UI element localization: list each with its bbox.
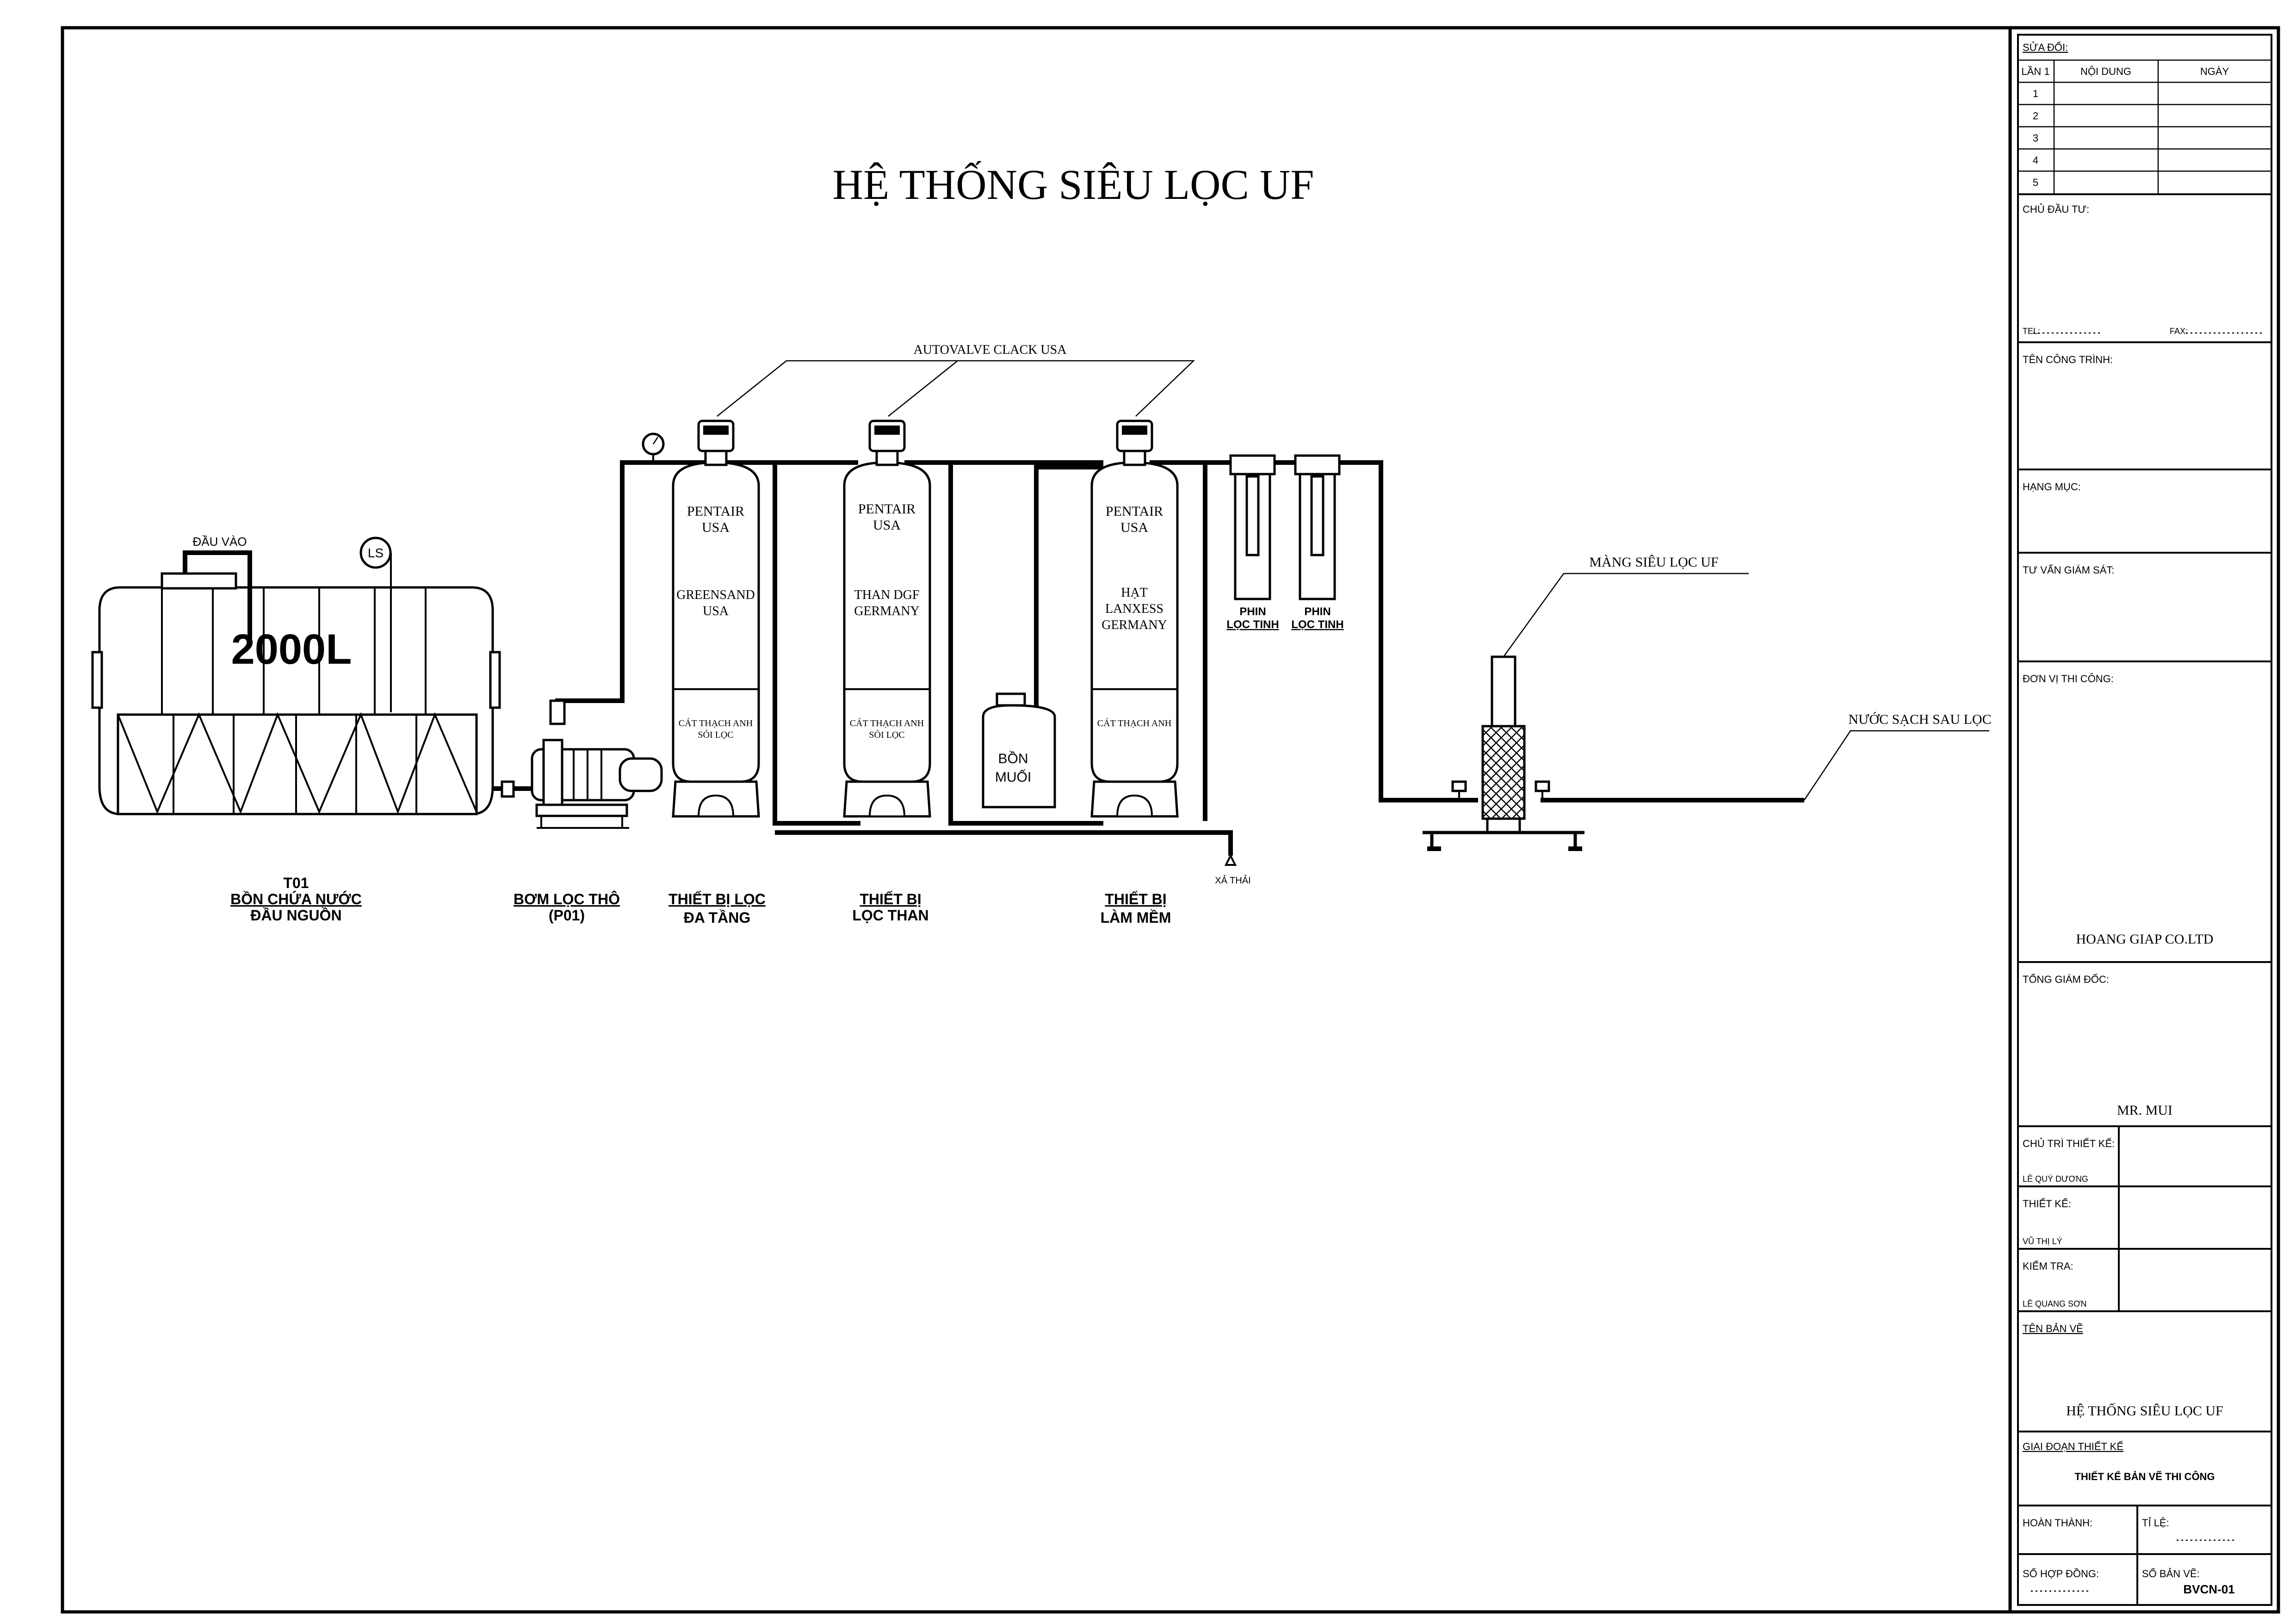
completed-label: HOÀN THÀNH: (2023, 1517, 2093, 1529)
uf-membrane-label: MÀNG SIÊU LỌC UF (1589, 555, 1719, 570)
vessel2-media2: GERMANY (854, 604, 920, 618)
investor-label: CHỦ ĐẦU TƯ: (2023, 204, 2090, 215)
control-valve-icon-2 (870, 421, 904, 465)
pump-caption-line1: BƠM LỌC THÔ (514, 891, 620, 907)
rev-col-no: LẦN 1 (2021, 66, 2050, 77)
autovalve-leader-lines (717, 361, 1194, 416)
vessel3-media2: LANXESS (1105, 602, 1164, 616)
rev-row: 2 (2032, 110, 2039, 122)
pump-icon (502, 701, 662, 828)
fax-label: FAX: (2170, 327, 2188, 336)
storage-tank (93, 538, 500, 814)
tank-inlet-label: ĐẦU VÀO (192, 535, 247, 549)
vessel1-media2: USA (702, 604, 729, 618)
brine-tank-line2: MUỐI (995, 770, 1032, 785)
vessel1-brand: PENTAIR (687, 504, 745, 519)
vessel2-origin: USA (873, 518, 901, 533)
tank-capacity: 2000L (231, 626, 352, 673)
level-switch-label: LS (367, 546, 384, 560)
vessel2-bottom1: CÁT THẠCH ANH (849, 718, 924, 728)
tank-caption-code: T01 (283, 875, 309, 891)
vessel3-bottom1: CÁT THẠCH ANH (1097, 718, 1172, 728)
autovalve-label: AUTOVALVE CLACK USA (913, 343, 1067, 357)
clean-water-leader (1804, 731, 1989, 800)
item-label: HẠNG MỤC: (2023, 481, 2081, 493)
drawing-name: HỆ THỐNG SIÊU LỌC UF (2066, 1403, 2223, 1419)
vessel1-caption-line2: ĐA TẦNG (683, 909, 751, 926)
project-label: TÊN CÔNG TRÌNH: (2023, 354, 2113, 365)
contractor-label: ĐƠN VỊ THI CÔNG: (2023, 673, 2114, 685)
director-name: MR. MUI (2117, 1103, 2173, 1118)
cartridge1-line2: LỌC TINH (1226, 618, 1279, 631)
clean-water-label: NƯỚC SẠCH SAU LỌC (1848, 712, 1992, 727)
drawing-no: BVCN-01 (2183, 1582, 2235, 1596)
cartridge2-line1: PHIN (1304, 605, 1331, 618)
vessel3-origin: USA (1120, 520, 1149, 535)
vessel1-media1: GREENSAND (676, 588, 755, 602)
vessel1-bottom2: SỎI LỌC (698, 730, 734, 740)
drain-outlet (1226, 856, 1235, 865)
tank-caption-line2: ĐẦU NGUỒN (250, 907, 342, 924)
drain-label: XẢ THẢI (1215, 876, 1251, 886)
vessel3-media3: GERMANY (1102, 618, 1167, 632)
vessel2-brand: PENTAIR (858, 501, 916, 517)
uf-membrane-leader (1504, 574, 1749, 657)
sheet-border (62, 28, 2278, 1612)
vessel3-caption-line1: THIẾT BỊ (1105, 891, 1167, 907)
rev-row: 1 (2032, 88, 2039, 99)
drawing-title: HỆ THỐNG SIÊU LỌC UF (832, 161, 1314, 208)
tel-label: TEL: (2023, 327, 2041, 336)
vessel3-brand: PENTAIR (1105, 504, 1163, 519)
rev-row: 4 (2032, 154, 2039, 166)
rev-col-date: NGÀY (2200, 66, 2229, 77)
control-valve-icon-1 (699, 421, 733, 465)
chief-designer-label: CHỦ TRÌ THIẾT KẾ: (2023, 1138, 2115, 1149)
vessel2-caption-line1: THIẾT BỊ (860, 891, 922, 907)
tank-caption-line1: BỒN CHỨA NƯỚC (230, 891, 362, 907)
cartridge-filter-1 (1231, 456, 1275, 599)
chief-designer-name: LÊ QUÝ DƯƠNG (2023, 1174, 2088, 1184)
brine-tank-line1: BỒN (998, 751, 1028, 766)
vessel1-caption-line1: THIẾT BỊ LỌC (668, 891, 766, 907)
uf-membrane (1423, 657, 1584, 851)
rev-row: 3 (2032, 132, 2039, 144)
vessel1-bottom1: CÁT THẠCH ANH (678, 718, 753, 728)
rev-row: 5 (2032, 177, 2039, 188)
drawing-name-label: TÊN BẢN VẼ (2023, 1323, 2083, 1334)
title-block (2010, 28, 2278, 1612)
stage-label: GIAI ĐOẠN THIẾT KẾ (2023, 1441, 2124, 1452)
cartridge1-line1: PHIN (1239, 605, 1266, 618)
designer-label: THIẾT KẾ: (2023, 1198, 2071, 1210)
vessel2-media1: THAN DGF (854, 588, 920, 602)
supervisor-label: TƯ VẤN GIÁM SÁT: (2023, 564, 2115, 576)
pump-caption-line2: (P01) (548, 907, 585, 924)
cartridge-filter-2 (1295, 456, 1339, 599)
director-label: TỔNG GIÁM ĐỐC: (2023, 974, 2109, 985)
vessel3-media1: HẠT (1121, 586, 1148, 600)
rev-header: SỬA ĐỔI: (2023, 42, 2068, 53)
vessel1-origin: USA (701, 520, 730, 535)
scale-label: TỈ LỆ: (2142, 1517, 2169, 1529)
pressure-gauge-icon (643, 434, 663, 454)
checker-name: LÊ QUANG SƠN (2023, 1299, 2087, 1308)
drawing-no-label: SỐ BẢN VẼ: (2142, 1568, 2200, 1580)
contract-no-label: SỐ HỢP ĐỒNG: (2023, 1568, 2099, 1580)
brine-tank (983, 694, 1055, 807)
stage-value: THIẾT KẾ BẢN VẼ THI CÔNG (2074, 1471, 2215, 1482)
vessel2-caption-line2: LỌC THAN (852, 907, 929, 924)
control-valve-icon-3 (1117, 421, 1152, 465)
checker-label: KIỂM TRA: (2023, 1260, 2073, 1272)
vessel2-bottom2: SỎI LỌC (869, 730, 905, 740)
cartridge2-line2: LỌC TINH (1291, 618, 1344, 631)
vessel3-caption-line2: LÀM MỀM (1100, 909, 1171, 926)
designer-name: VŨ THỊ LÝ (2023, 1237, 2062, 1246)
rev-col-content: NỘI DUNG (2080, 66, 2131, 77)
contractor-name: HOANG GIAP CO.LTD (2076, 932, 2214, 947)
